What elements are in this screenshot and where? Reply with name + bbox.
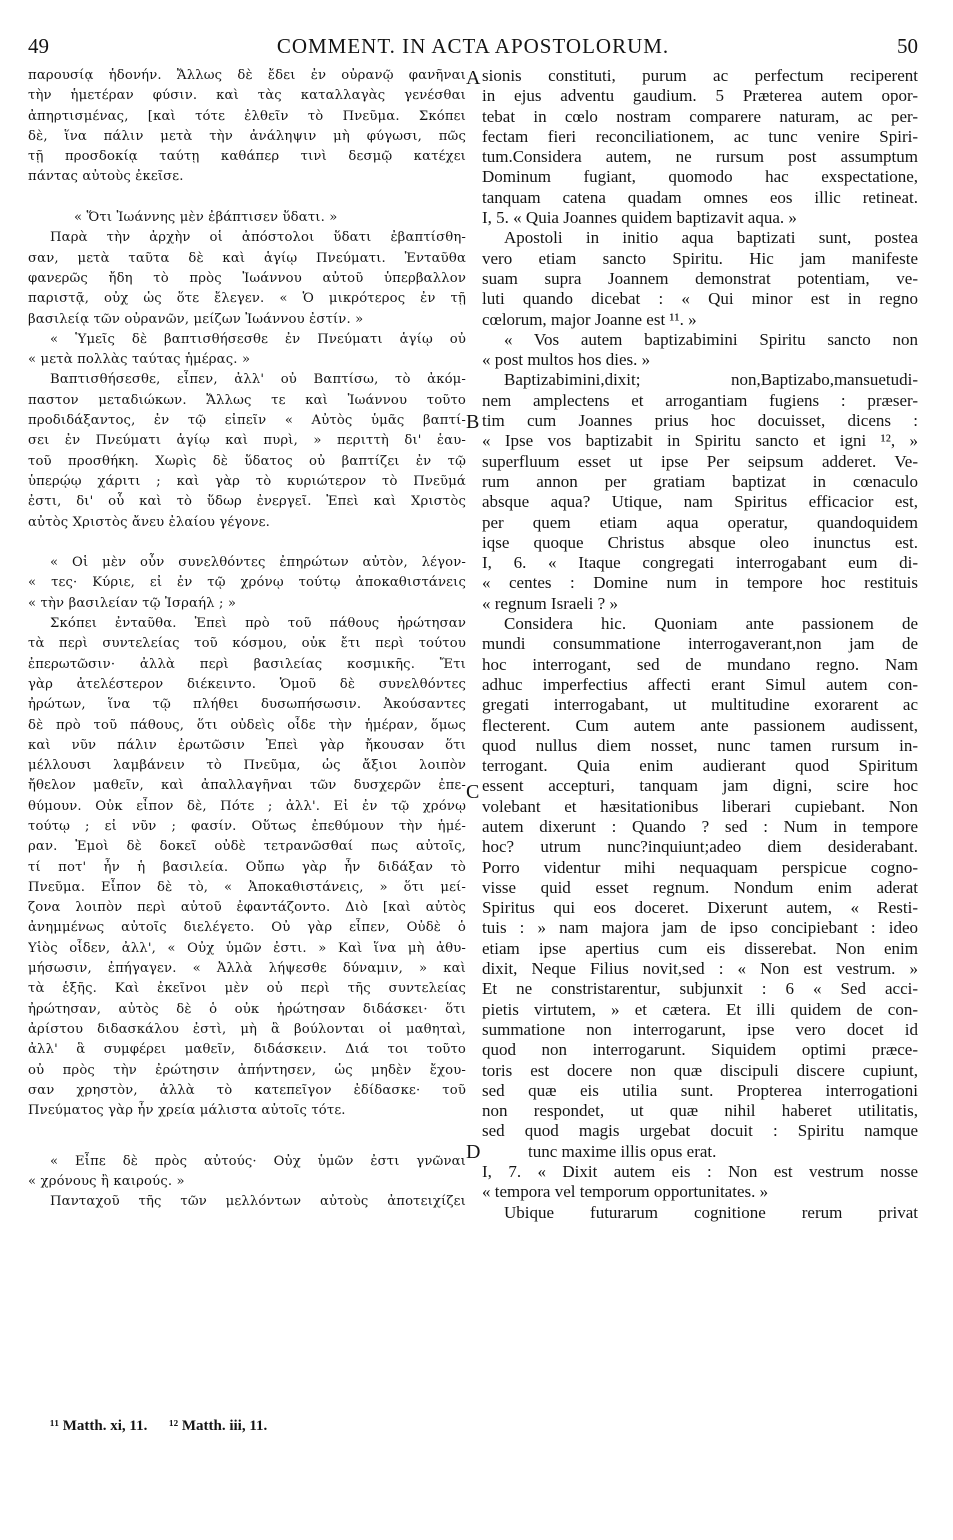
greek-text-line: τούτῳ ; εἰ νῦν ; φασίν. Οὕτως ἐπεθύμουν τὴν ἡμέ- bbox=[28, 818, 466, 834]
greek-text-line: παριστᾷ, οὐχ ὡς ὅτε ἔλεγεν. « Ὁ μικρότερος ἐν τῇ bbox=[28, 291, 466, 307]
latin-text-line: « regnum Israeli ? » bbox=[482, 593, 618, 613]
greek-text-line: σαν, μετὰ ταῦτα δὲ καὶ ἁγίῳ Πνεύματι. Ἐνταῦθα bbox=[28, 250, 466, 266]
greek-text-line: ἐστι, δι' οὗ καὶ τὸ ὕδωρ ἐνεργεῖ. Ἐπεὶ καὶ Χριστὸς bbox=[28, 494, 466, 510]
greek-text-line: ἀνημμένως αὐτοῖς διελέγετο. Οὐ γὰρ εἶπεν, Οὐδὲ ὁ bbox=[28, 920, 466, 936]
latin-text-line: tuis : » nam majora jam de ipso concipiebant : ideo bbox=[482, 918, 918, 938]
latin-text-line: Et ne constristarentur, subjunxit : 6 « Sed acci- bbox=[482, 979, 918, 999]
greek-text-line: παρουσίᾳ ἡδονήν. Ἄλλως δὲ ἔδει ἐν οὐρανῷ φανῆναι bbox=[28, 68, 466, 83]
greek-text-line: δὲ πρὸ τοῦ πάθους, ὅτι οὐδεὶς οἶδε τὴν ἡμέραν, ὅμως bbox=[28, 717, 466, 733]
margin-letter-d: D bbox=[466, 1141, 481, 1163]
greek-text-line: Σκόπει ἐνταῦθα. Ἐπεὶ πρὸ τοῦ πάθους ἠρώτησαν bbox=[50, 616, 466, 632]
latin-text-line: Apostoli in initio aqua baptizati sunt, postea bbox=[504, 228, 918, 248]
greek-text-line: φανερῶς ἤδη τὸ πρὸς Ἰωάννου αὐτοῦ ὑπερβαλλον bbox=[28, 270, 466, 286]
greek-text-line: ἤθελον μαθεῖν, καὶ ἀπαλλαγῆναι τῶν δυσχερῶν ἐπε- bbox=[28, 778, 466, 794]
greek-text-line: καὶ νῦν πάλιν ἐρωτῶσιν Ἐπεὶ γὰρ ἤκουσαν ὅτι bbox=[28, 737, 466, 753]
latin-text-line: suam supra Joannem demonstrat potentiam, ve- bbox=[482, 268, 918, 288]
latin-text-line: I, 6. « Itaque congregati interrogabant eum di- bbox=[482, 553, 918, 573]
latin-text-line: tanquam catena quadam omnes eos illic retineat. bbox=[482, 187, 918, 207]
greek-spacer bbox=[28, 533, 466, 553]
greek-text-line: ἠρώτησαν, αὐτὸς δὲ ὁ οὐκ ἠρώτησαν διδάσκει· ὅτι bbox=[28, 1001, 466, 1017]
greek-text-line: μήσωσιν, ἐπήγαγεν. « Ἀλλὰ λήψεσθε δύναμιν, » καὶ bbox=[28, 961, 466, 977]
greek-text-line: « Ὑμεῖς δὲ βαπτισθήσεσθε ἐν Πνεύματι ἁγίῳ οὐ bbox=[50, 331, 466, 347]
greek-text-line: οὐ πρὸς τὴν ἐρώτησιν ἀπήντησεν, ὡς μηδὲν ἔχου- bbox=[28, 1062, 466, 1078]
latin-text-line: toris est docere non quæ discipuli discere cupiunt, bbox=[482, 1060, 918, 1080]
latin-text-line: Spiritus qui eos doceret. Dixerunt autem, « Resti- bbox=[482, 898, 918, 918]
page-number-right: 50 bbox=[897, 34, 918, 58]
latin-text-line: hoc interrogant, sed de mundano regno. Nam bbox=[482, 654, 918, 674]
greek-text-line: Βαπτισθήσεσθε, εἶπεν, ἀλλ' οὐ Βαπτίσω, τὸ ἀκόμ- bbox=[50, 372, 466, 388]
latin-text-line: pietis virtutem, » et cætera. Et illi quidem de con- bbox=[482, 999, 918, 1019]
latin-text-line: quod nullus diem nosset, nunc tamen rursum in- bbox=[482, 735, 918, 755]
latin-text-line: « Vos autem baptizabimini Spiritu sancto non bbox=[504, 329, 918, 349]
latin-text-line: adhuc imperfectius affecti erant Simul autem con- bbox=[482, 674, 918, 694]
latin-text-line: Considera hic. Quoniam ante passionem de bbox=[504, 614, 918, 634]
latin-text-line: Baptizabimini,dixit; non,Baptizabo,mansuetudi- bbox=[504, 370, 918, 390]
greek-text-line: Υἱὸς οἶδεν, ἀλλ', « Οὐχ ὑμῶν ἐστι. » Καὶ ἵνα μὴ ἀθυ- bbox=[28, 940, 466, 956]
latin-text-line: per quem etiam aqua operatur, quandoquidem bbox=[482, 512, 918, 532]
greek-text-line: γὰρ ἀτελέστερον διέκειντο. Ὁμοῦ δὲ συνελθόντες bbox=[28, 676, 466, 692]
latin-text-line: rum annon per gratiam baptizat in cœnaculo bbox=[482, 471, 918, 491]
latin-text-line: « post multos hos dies. » bbox=[482, 350, 651, 370]
greek-text-line: Πνεύματος γὰρ ἦν χρεία μάλιστα αὐτοῖς τότε. bbox=[28, 1103, 346, 1119]
running-title: COMMENT. IN ACTA APOSTOLORUM. bbox=[276, 34, 670, 58]
latin-text-line: I, 7. « Dixit autem eis : Non est vestrum nosse bbox=[482, 1162, 918, 1182]
greek-spacer bbox=[28, 188, 466, 208]
greek-text-line: τὰ ἑξῆς. Καὶ ἐκεῖνοι μὲν οὐ περὶ τῆς συντελείας bbox=[28, 981, 466, 997]
latin-text-line: hoc? utrum nunc?inquiunt;adeo diem desiderabant. bbox=[482, 837, 918, 857]
greek-text-line: θύμουν. Οὐκ εἶπον δὲ, Πότε ; ἀλλ'. Εἰ ἐν τῷ χρόνῳ bbox=[28, 798, 466, 814]
latin-text-line: visse quid esset regnum. Nondum enim aderat bbox=[482, 877, 918, 897]
greek-text-line: ὑπερῴῳ χάριτι ; καὶ γὰρ τὸ κυριώτερον τὸ Πνεῦμά bbox=[28, 473, 466, 489]
greek-text-line: ἀλλ' ἃ συμφέρει μαθεῖν, διδάσκειν. Διά τοι τοῦτο bbox=[28, 1042, 466, 1058]
greek-text-line: ζονα λοιπὸν περὶ αὐτοῦ ἐφαντάζοντο. Διὸ [καὶ αὐτὸς bbox=[28, 900, 466, 916]
latin-text-line: superfluum esset ut ipse Per seipsum adderet. Ve- bbox=[482, 451, 918, 471]
latin-text-line: fectam fieri reconciliationem, ac tunc venire Spiri- bbox=[482, 126, 918, 146]
latin-text-line: quod non interrogarunt. Siquidem optimi præce- bbox=[482, 1040, 918, 1060]
latin-text-line: etiam ipse apertius cum eis disserebat. Non enim bbox=[482, 938, 918, 958]
page-number-left: 49 bbox=[28, 34, 49, 58]
greek-text-line: πάντας αὐτοὺς ἐκεῖσε. bbox=[28, 169, 184, 185]
latin-text-line: tunc maxime illis opus erat. bbox=[528, 1141, 717, 1161]
latin-text-line: Ubique futurarum cognitione rerum privat bbox=[504, 1202, 918, 1222]
greek-text-line: « Εἶπε δὲ πρὸς αὐτούς· Οὐχ ὑμῶν ἐστι γνῶναι bbox=[50, 1153, 466, 1169]
margin-letter-c: C bbox=[466, 781, 480, 803]
latin-text-line: cœlorum, major Joanne est ¹¹. » bbox=[482, 309, 697, 329]
running-header bbox=[28, 34, 918, 64]
footnote-12: ¹² Matth. iii, 11. bbox=[169, 1418, 268, 1434]
greek-spacer bbox=[28, 1142, 466, 1152]
footnote-11: ¹¹ Matth. xi, 11. bbox=[50, 1418, 148, 1434]
latin-text-line: luti quando dicebat : « Qui minor est in regno bbox=[482, 289, 918, 309]
footnotes bbox=[50, 1418, 285, 1435]
greek-text-line: Πανταχοῦ τῆς τῶν μελλόντων αὐτοὺς ἀποτειχίζει bbox=[50, 1194, 466, 1210]
latin-text-line: autem dixerunt : Quando ? sed : Num in tempore bbox=[482, 816, 918, 836]
greek-text-line: βασιλείᾳ τῶν οὐρανῶν, μείζων Ἰωάννου ἐστίν. » bbox=[28, 311, 364, 327]
greek-text-line: τὰ περὶ συντελείας τοῦ κόσμου, οὐκ ἔτι περὶ τούτου bbox=[28, 636, 466, 652]
latin-text-line: terrogant. Quia enim audierant quod Spiritum bbox=[482, 756, 918, 776]
greek-text-line: « μετὰ πολλὰς ταύτας ἡμέρας. » bbox=[28, 352, 251, 368]
greek-column bbox=[28, 66, 466, 1213]
greek-text-line: Παρὰ τὴν ἀρχὴν οἱ ἀπόστολοι ὕδατι ἐβαπτίσθη- bbox=[50, 230, 466, 246]
greek-text-line: ραν. Ἐμοὶ δὲ δοκεῖ οὐδὲ τετρανῶσθαί πως αὐτοῖς, bbox=[28, 839, 466, 855]
greek-spacer bbox=[28, 1121, 466, 1141]
latin-text-line: sionis constituti, purum ac perfectum reciperent bbox=[482, 66, 918, 85]
greek-text-line: Πνεῦμα. Εἶπον δὲ τὸ, « Ἀποκαθιστάνεις, » ὅτι μεί- bbox=[28, 879, 466, 895]
latin-text-line: tebat in cœlo nostram comparere naturam, ac per- bbox=[482, 106, 918, 126]
greek-text-line: σαν χρηστὸν, ἀλλὰ τὸ κατεπεῖγον ἐδίδασκε· τοῦ bbox=[28, 1082, 466, 1098]
margin-letter-a: A bbox=[466, 67, 481, 89]
latin-text-line: volebant et hæsitationibus liberari cupiebant. Non bbox=[482, 796, 918, 816]
greek-text-line: δὲ, ἵνα πάλιν μετὰ τὴν ἀνάληψιν μὴ φύγωσι, πῶς bbox=[28, 128, 466, 144]
latin-text-line: essent accepturi, tanquam jam digni, scire hoc bbox=[482, 776, 918, 796]
greek-text-line: τὴν ἡμετέραν φύσιν. καὶ τὰς καταλλαγὰς γενέσθαι bbox=[28, 88, 466, 104]
greek-text-line: μέλλουσι λαμβάνειν τὸ Πνεῦμα, ὡς ἄξιοι λοιπὸν bbox=[28, 758, 466, 774]
latin-text-line: flecterent. Cum autem ante passionem audissent, bbox=[482, 715, 918, 735]
greek-text-line: « χρόνους ἢ καιρούς. » bbox=[28, 1174, 185, 1190]
latin-text-line: dixit, Neque Filius novit,sed : « Non est vestrum. » bbox=[482, 959, 918, 979]
latin-text-line: « Ipse vos baptizabit in Spiritu sancto et igni ¹², » bbox=[482, 431, 918, 451]
greek-text-line: ἀρίστου διδασκάλου ἐστὶ, μὴ ἃ βούλονται οἱ μαθηταὶ, bbox=[28, 1021, 466, 1037]
margin-letter-b: B bbox=[466, 411, 480, 433]
greek-text-line: προδιδάξαντος, ἐν τῷ εἰπεῖν « Αὐτὸς ὑμᾶς βαπτί- bbox=[28, 413, 466, 429]
latin-text-line: sed quæ eis utilia sunt. Propterea interrogationi bbox=[482, 1080, 918, 1100]
latin-text-line: tim cum Joannes prius hoc docuisset, dicens : bbox=[482, 411, 918, 431]
latin-text-line: gregati interrogabant, ut multitudine exorarent ac bbox=[482, 695, 918, 715]
latin-text-line: iqse quoque Christus absque oleo inunctus est. bbox=[482, 532, 918, 552]
greek-text-line: « Ὅτι Ἰωάννης μὲν ἐβάπτισεν ὕδατι. » bbox=[74, 210, 338, 226]
greek-text-line: ἐπερωτῶσιν· ἀλλὰ περὶ βασιλείας κοσμικῆς. Ἔτι bbox=[28, 656, 466, 672]
greek-text-line: « τὴν βασιλείαν τῷ Ἰσραήλ ; » bbox=[28, 595, 237, 611]
latin-text-line: summatione non interrogarunt, ipse vero docet id bbox=[482, 1019, 918, 1039]
latin-text-line: Porro videntur mihi nequaquam perspicue cogno- bbox=[482, 857, 918, 877]
latin-text-line: « centes : Domine num in tempore hoc restituis bbox=[482, 573, 918, 593]
greek-text-line: παστον μεταδιώκων. Ἄλλως τε καὶ Ἰωάννου τοῦτο bbox=[28, 392, 466, 408]
greek-text-line: « τες· Κύριε, εἰ ἐν τῷ χρόνῳ τούτῳ ἀποκαθιστάνεις bbox=[28, 575, 466, 591]
latin-text-line: « tempora vel temporum opportunitates. » bbox=[482, 1182, 769, 1202]
latin-text-line: tum.Considera autem, ne rursum post assumptum bbox=[482, 147, 918, 167]
latin-text-line: sed quod magis urgebat docuit : Spiritu namque bbox=[482, 1121, 918, 1141]
latin-text-line: nem amplectens et arrogantiam fugiens : præser- bbox=[482, 390, 918, 410]
latin-text-line: absque aqua? Utique, nam Spiritus efficacior est, bbox=[482, 492, 918, 512]
latin-text-line: in ejus adventu gaudium. 5 Præterea autem opor- bbox=[482, 86, 918, 106]
latin-text-line: I, 5. « Quia Joannes quidem baptizavit aqua. » bbox=[482, 208, 797, 228]
greek-text-line: ἠρώτων, ἵνα τῷ πλήθει δυσωπήσωσιν. Ἀκούσαντες bbox=[28, 697, 466, 713]
latin-column bbox=[482, 66, 918, 1223]
greek-text-line: τί ποτ' ἦν ἡ βασιλεία. Οὔπω γὰρ ἦν διδάξαν τὸ bbox=[28, 859, 466, 875]
latin-text-line: mundi consummatione interrogaverant,non jam de bbox=[482, 634, 918, 654]
greek-text-line: « Οἱ μὲν οὖν συνελθόντες ἐπηρώτων αὐτὸν, λέγον- bbox=[50, 555, 466, 571]
greek-text-line: τῇ προσδοκίᾳ ταύτῃ καθάπερ τινὶ δεσμῷ κατέχει bbox=[28, 149, 466, 165]
latin-text-line: non respondet, ut quæ nihil haberet utilitatis, bbox=[482, 1101, 918, 1121]
latin-text-line: vero etiam sancto Spiritu. Hic jam manifeste bbox=[482, 248, 918, 268]
greek-text-line: αὐτὸς Χριστὸς ἄνευ ἐλαίου γέγονε. bbox=[28, 514, 271, 530]
greek-text-line: ἀπηρτισμένας, [καὶ τότε ἐλθεῖν τὸ Πνεῦμα. Σκόπει bbox=[28, 108, 466, 124]
latin-text-line: Dominum fugiant, quomodo hac exspectatione, bbox=[482, 167, 918, 187]
greek-text-line: σει ἐν Πνεύματι ἁγίῳ καὶ πυρὶ, » περιττὴ δι' ἑαυ- bbox=[28, 433, 466, 449]
greek-text-line: τοῦ προσθήκη. Χωρὶς δὲ ὕδατος οὐ βαπτίζει ἐν τῷ bbox=[28, 453, 466, 469]
